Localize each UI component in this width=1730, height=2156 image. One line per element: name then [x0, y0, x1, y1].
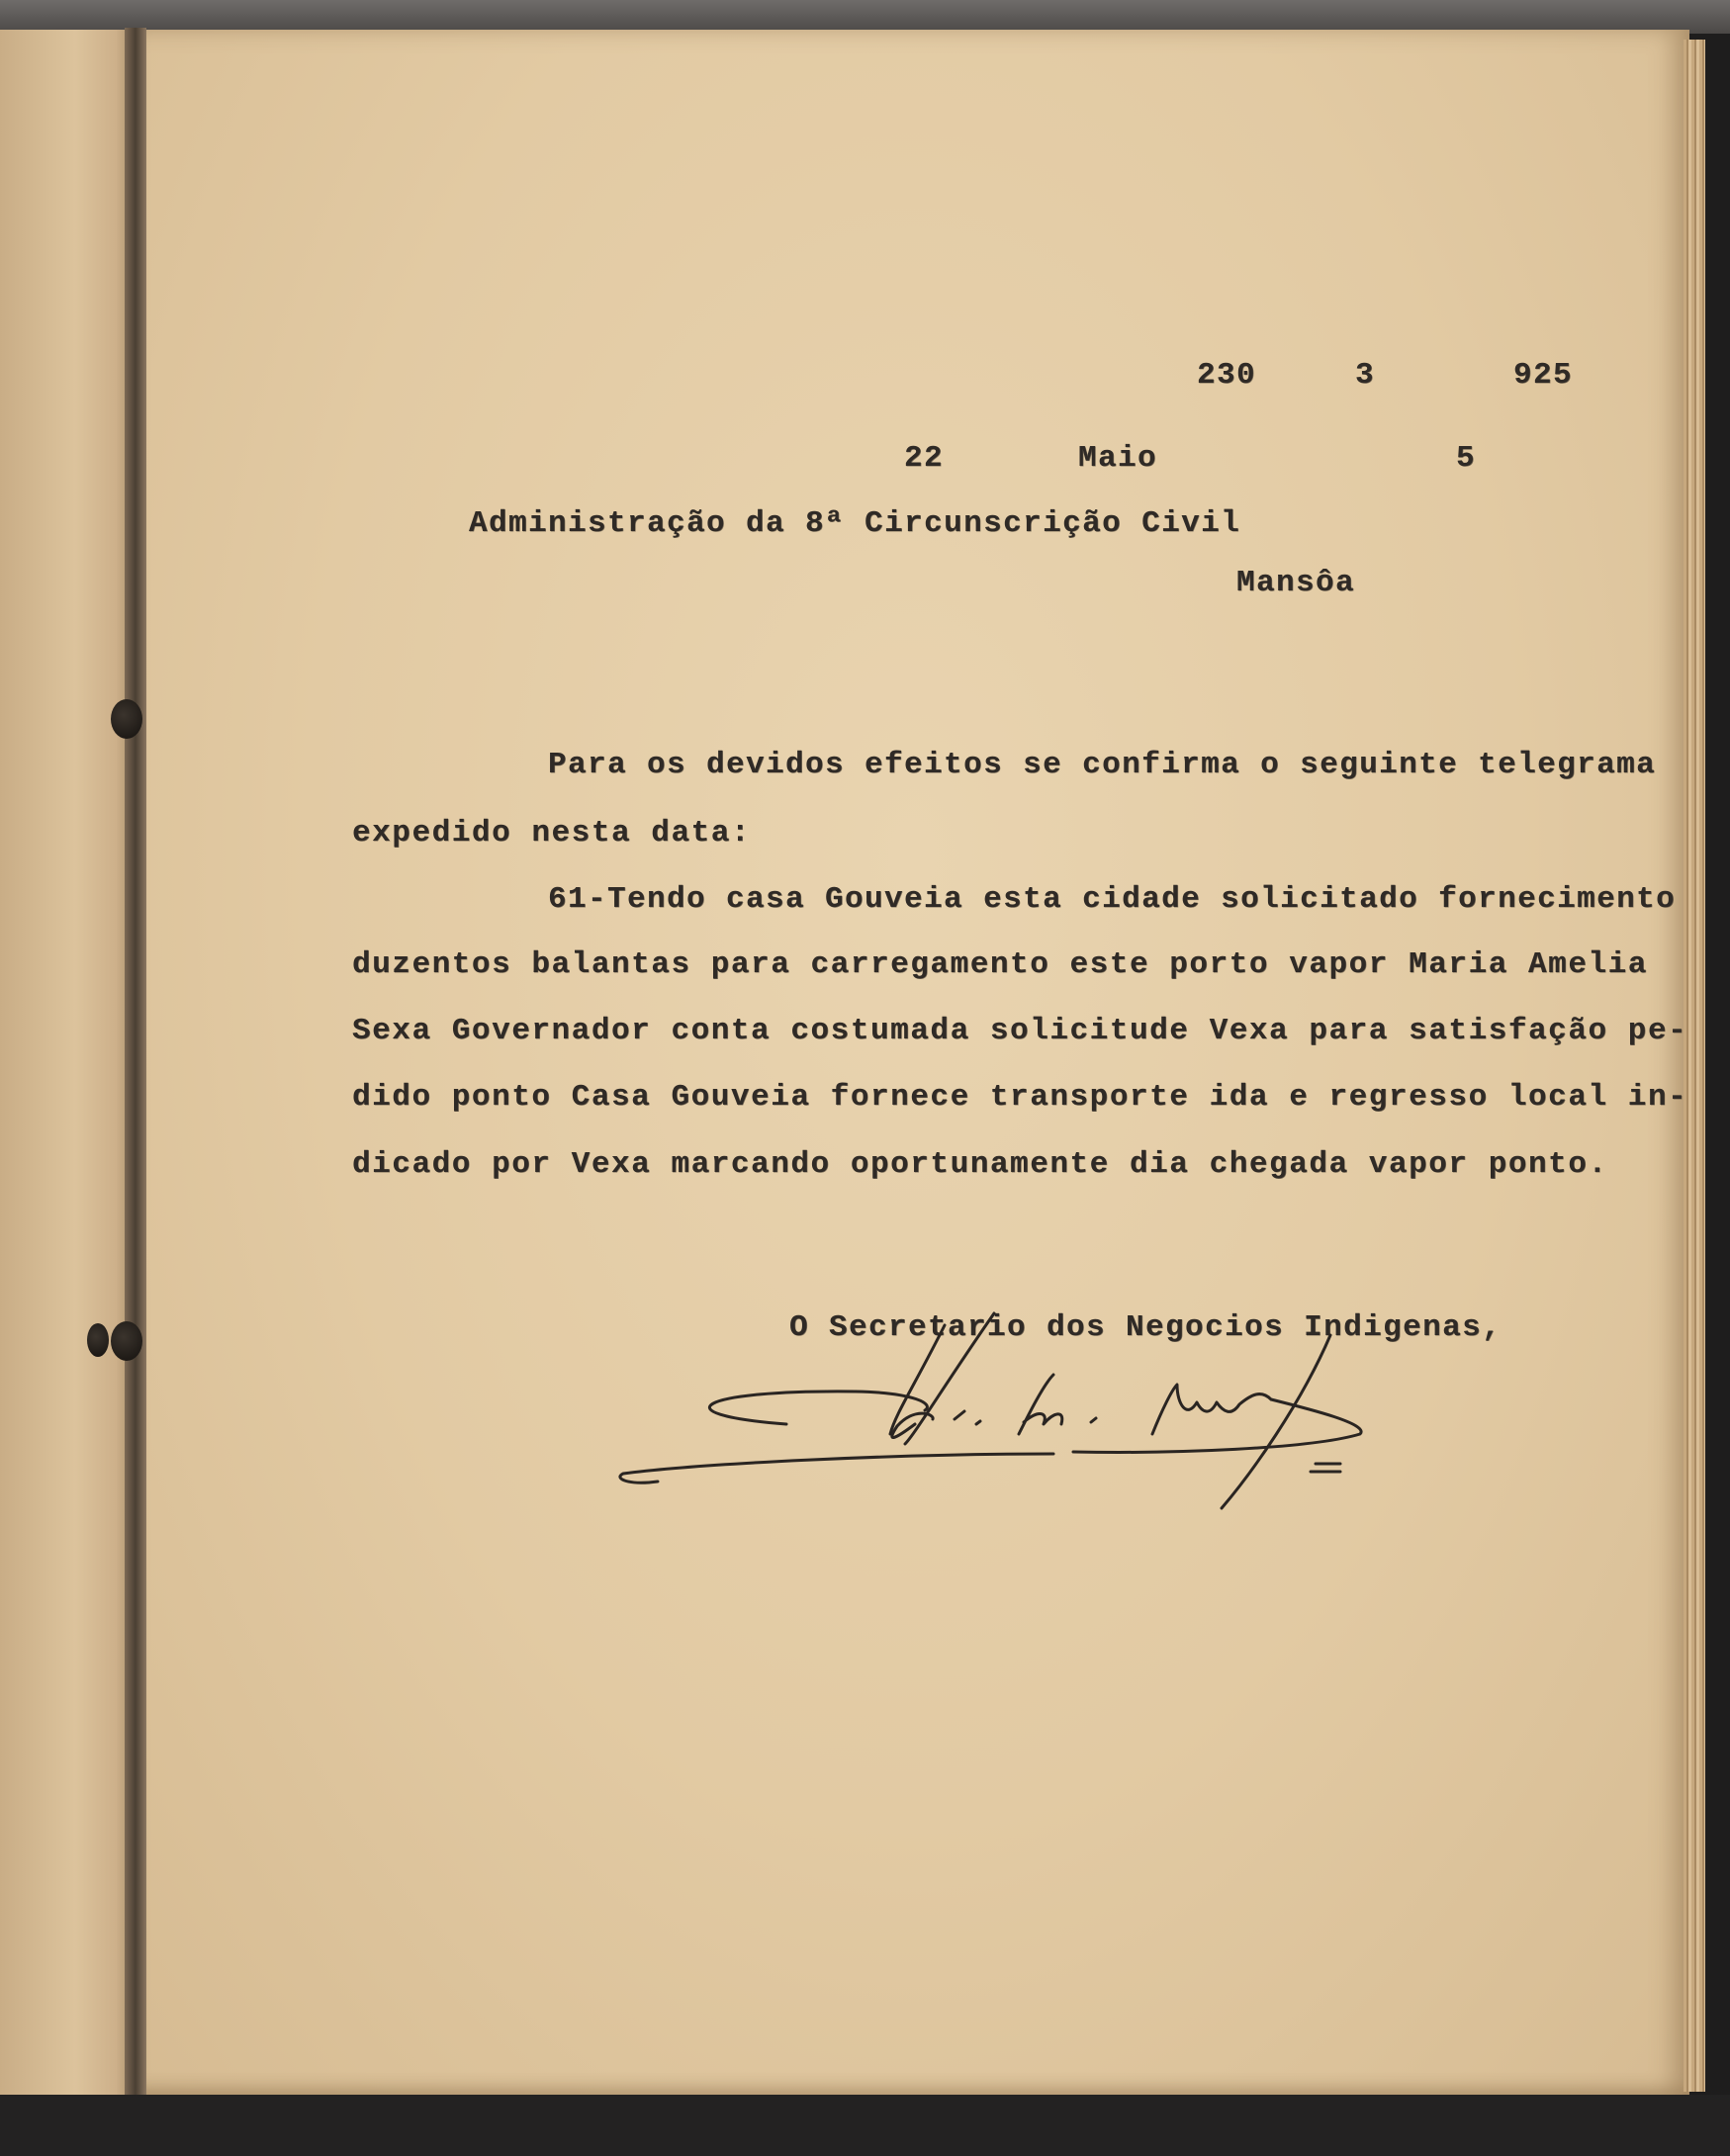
- recipient-line-2: Mansôa: [1236, 566, 1356, 600]
- body-line-4: duzentos balantas para carregamento este porto vapor Maria Amelia: [352, 947, 1648, 982]
- date-month: Maio: [1078, 441, 1158, 476]
- page-stack-edges: [1684, 40, 1705, 2092]
- handwritten-signature: [618, 1296, 1390, 1523]
- previous-page-leaf: [0, 30, 137, 2097]
- reference-number: 230: [1197, 358, 1257, 393]
- body-line-2: expedido nesta data:: [352, 816, 752, 851]
- closing-title: O Secretario dos Negocios Indigenas,: [789, 1310, 1502, 1345]
- body-line-3: 61-Tendo casa Gouveia esta cidade solicitado fornecimento: [548, 882, 1677, 917]
- punch-hole-lower-left: [87, 1323, 109, 1357]
- body-line-6: dido ponto Casa Gouveia fornece transporte ida e regresso local in-: [352, 1080, 1688, 1115]
- body-line-5: Sexa Governador conta costumada solicitude Vexa para satisfação pe-: [352, 1014, 1688, 1048]
- reference-year: 925: [1513, 358, 1574, 393]
- scan-background-bottom: [0, 2095, 1730, 2156]
- punch-hole-upper: [111, 699, 142, 739]
- date-year-digit: 5: [1456, 441, 1477, 476]
- body-line-1: Para os devidos efeitos se confirma o seguinte telegrama: [548, 748, 1657, 782]
- scan-background-top: [0, 0, 1730, 34]
- document-page: [137, 30, 1689, 2097]
- recipient-line-1: Administração da 8ª Circunscrição Civil: [469, 506, 1241, 541]
- binding-gutter: [125, 28, 146, 2105]
- punch-hole-lower: [111, 1321, 142, 1361]
- date-day: 22: [904, 441, 945, 476]
- body-line-7: dicado por Vexa marcando oportunamente dia chegada vapor ponto.: [352, 1147, 1608, 1182]
- reference-number-2: 3: [1355, 358, 1376, 393]
